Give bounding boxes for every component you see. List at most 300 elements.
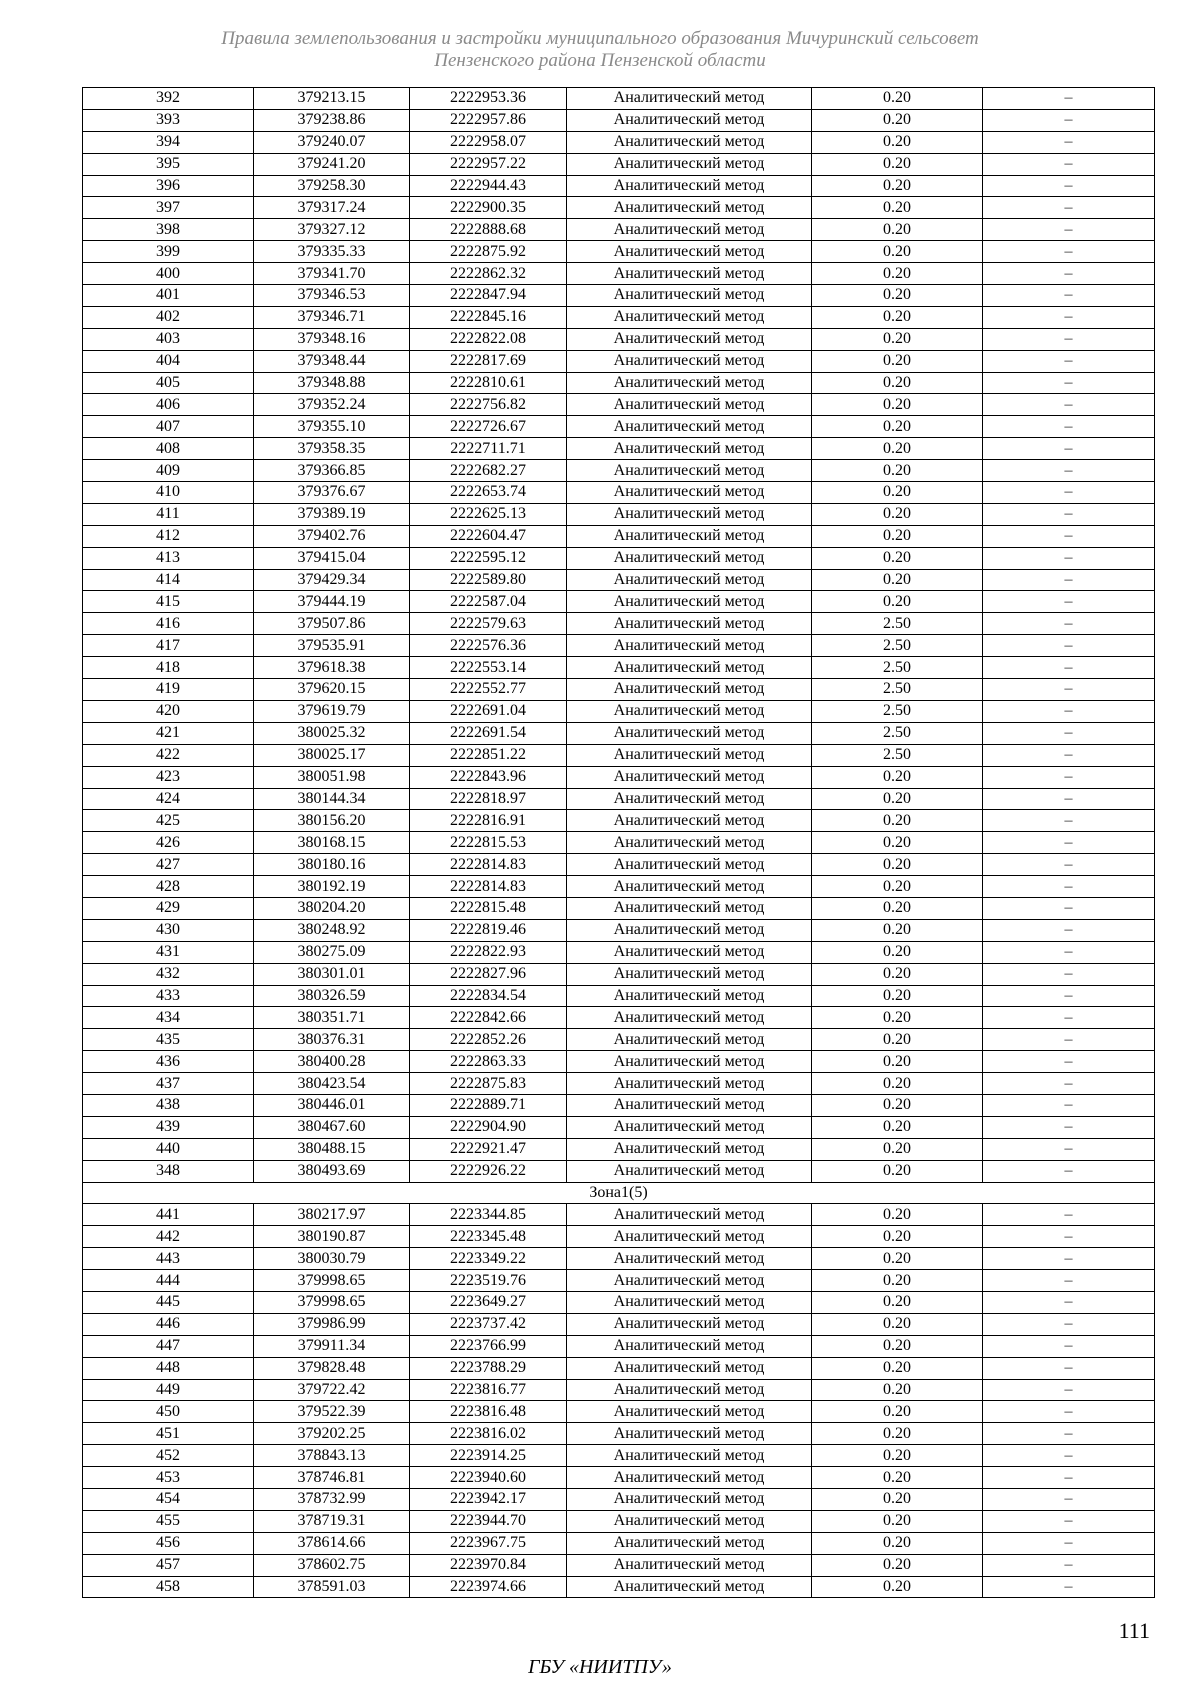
table-row [83, 241, 1155, 263]
cell-point-number: 442 [83, 1226, 254, 1248]
cell-note: – [983, 591, 1155, 613]
cell-accuracy: 0.20 [812, 941, 983, 963]
table-row [83, 679, 1155, 701]
cell-point-number: 394 [83, 131, 254, 153]
cell-x-coordinate: 380144.34 [254, 788, 410, 810]
cell-note: – [983, 1576, 1155, 1598]
cell-method: Аналитический метод [567, 1445, 812, 1467]
cell-y-coordinate: 2223519.76 [410, 1270, 567, 1292]
cell-y-coordinate: 2222875.92 [410, 241, 567, 263]
table-row [83, 1357, 1155, 1379]
cell-y-coordinate: 2222691.04 [410, 700, 567, 722]
cell-point-number: 413 [83, 547, 254, 569]
cell-method: Аналитический метод [567, 635, 812, 657]
cell-x-coordinate: 380488.15 [254, 1138, 410, 1160]
cell-method: Аналитический метод [567, 1073, 812, 1095]
cell-method: Аналитический метод [567, 788, 812, 810]
cell-x-coordinate: 380446.01 [254, 1094, 410, 1116]
table-row [83, 88, 1155, 110]
cell-point-number: 402 [83, 306, 254, 328]
table-row [83, 1073, 1155, 1095]
table-row [83, 1532, 1155, 1554]
cell-accuracy: 2.50 [812, 657, 983, 679]
cell-y-coordinate: 2223970.84 [410, 1554, 567, 1576]
cell-x-coordinate: 379348.44 [254, 350, 410, 372]
cell-accuracy: 0.20 [812, 219, 983, 241]
cell-note: – [983, 285, 1155, 307]
cell-point-number: 410 [83, 482, 254, 504]
table-row [83, 1576, 1155, 1598]
cell-y-coordinate: 2222691.54 [410, 722, 567, 744]
table-row [83, 1051, 1155, 1073]
table-row [83, 175, 1155, 197]
cell-x-coordinate: 379619.79 [254, 700, 410, 722]
cell-method: Аналитический метод [567, 285, 812, 307]
cell-point-number: 416 [83, 613, 254, 635]
cell-note: – [983, 1532, 1155, 1554]
cell-point-number: 404 [83, 350, 254, 372]
cell-method: Аналитический метод [567, 460, 812, 482]
cell-x-coordinate: 379348.16 [254, 328, 410, 350]
cell-y-coordinate: 2222889.71 [410, 1094, 567, 1116]
cell-note: – [983, 175, 1155, 197]
cell-note: – [983, 306, 1155, 328]
cell-y-coordinate: 2222819.46 [410, 919, 567, 941]
cell-note: – [983, 897, 1155, 919]
table-row [83, 1160, 1155, 1182]
cell-point-number: 406 [83, 394, 254, 416]
cell-point-number: 422 [83, 744, 254, 766]
cell-accuracy: 0.20 [812, 810, 983, 832]
cell-y-coordinate: 2223914.25 [410, 1445, 567, 1467]
table-row [83, 219, 1155, 241]
cell-y-coordinate: 2223816.48 [410, 1401, 567, 1423]
cell-accuracy: 2.50 [812, 700, 983, 722]
cell-x-coordinate: 378843.13 [254, 1445, 410, 1467]
cell-x-coordinate: 379998.65 [254, 1270, 410, 1292]
cell-method: Аналитический метод [567, 613, 812, 635]
table-row [83, 985, 1155, 1007]
cell-x-coordinate: 379241.20 [254, 153, 410, 175]
cell-point-number: 415 [83, 591, 254, 613]
cell-accuracy: 0.20 [812, 897, 983, 919]
cell-point-number: 425 [83, 810, 254, 832]
cell-x-coordinate: 380376.31 [254, 1029, 410, 1051]
table-row [83, 876, 1155, 898]
cell-accuracy: 0.20 [812, 175, 983, 197]
cell-y-coordinate: 2222756.82 [410, 394, 567, 416]
cell-method: Аналитический метод [567, 1401, 812, 1423]
cell-note: – [983, 1489, 1155, 1511]
cell-y-coordinate: 2222816.91 [410, 810, 567, 832]
table-row [83, 1226, 1155, 1248]
cell-accuracy: 0.20 [812, 416, 983, 438]
cell-method: Аналитический метод [567, 1226, 812, 1248]
cell-accuracy: 0.20 [812, 131, 983, 153]
cell-method: Аналитический метод [567, 525, 812, 547]
table-row [83, 1445, 1155, 1467]
table-row [83, 941, 1155, 963]
cell-note: – [983, 438, 1155, 460]
table-row [83, 700, 1155, 722]
cell-method: Аналитический метод [567, 153, 812, 175]
cell-point-number: 423 [83, 766, 254, 788]
cell-x-coordinate: 380467.60 [254, 1116, 410, 1138]
cell-note: – [983, 963, 1155, 985]
cell-method: Аналитический метод [567, 897, 812, 919]
cell-point-number: 439 [83, 1116, 254, 1138]
cell-accuracy: 0.20 [812, 525, 983, 547]
cell-note: – [983, 263, 1155, 285]
cell-y-coordinate: 2222958.07 [410, 131, 567, 153]
cell-note: – [983, 503, 1155, 525]
cell-point-number: 457 [83, 1554, 254, 1576]
cell-note: – [983, 722, 1155, 744]
table-row [83, 1116, 1155, 1138]
cell-y-coordinate: 2223344.85 [410, 1204, 567, 1226]
cell-point-number: 456 [83, 1532, 254, 1554]
cell-y-coordinate: 2222817.69 [410, 350, 567, 372]
cell-method: Аналитический метод [567, 700, 812, 722]
cell-accuracy: 0.20 [812, 766, 983, 788]
cell-method: Аналитический метод [567, 1248, 812, 1270]
cell-method: Аналитический метод [567, 219, 812, 241]
cell-accuracy: 0.20 [812, 1204, 983, 1226]
cell-method: Аналитический метод [567, 503, 812, 525]
cell-note: – [983, 416, 1155, 438]
cell-point-number: 393 [83, 109, 254, 131]
cell-note: – [983, 941, 1155, 963]
cell-y-coordinate: 2222711.71 [410, 438, 567, 460]
cell-accuracy: 0.20 [812, 1248, 983, 1270]
cell-x-coordinate: 379346.71 [254, 306, 410, 328]
table-row [83, 1554, 1155, 1576]
cell-method: Аналитический метод [567, 482, 812, 504]
cell-y-coordinate: 2222926.22 [410, 1160, 567, 1182]
cell-y-coordinate: 2222904.90 [410, 1116, 567, 1138]
cell-method: Аналитический метод [567, 985, 812, 1007]
cell-x-coordinate: 379317.24 [254, 197, 410, 219]
cell-y-coordinate: 2222944.43 [410, 175, 567, 197]
cell-point-number: 348 [83, 1160, 254, 1182]
cell-y-coordinate: 2223649.27 [410, 1291, 567, 1313]
cell-method: Аналитический метод [567, 1160, 812, 1182]
cell-accuracy: 0.20 [812, 460, 983, 482]
cell-y-coordinate: 2222957.22 [410, 153, 567, 175]
cell-point-number: 407 [83, 416, 254, 438]
cell-point-number: 450 [83, 1401, 254, 1423]
cell-y-coordinate: 2222589.80 [410, 569, 567, 591]
table-row [83, 832, 1155, 854]
cell-note: – [983, 635, 1155, 657]
cell-note: – [983, 460, 1155, 482]
cell-note: – [983, 1510, 1155, 1532]
cell-y-coordinate: 2222845.16 [410, 306, 567, 328]
table-row [83, 1007, 1155, 1029]
table-row [83, 350, 1155, 372]
cell-note: – [983, 1160, 1155, 1182]
cell-method: Аналитический метод [567, 569, 812, 591]
cell-y-coordinate: 2223940.60 [410, 1467, 567, 1489]
cell-y-coordinate: 2222822.08 [410, 328, 567, 350]
cell-x-coordinate: 380400.28 [254, 1051, 410, 1073]
cell-note: – [983, 810, 1155, 832]
cell-point-number: 441 [83, 1204, 254, 1226]
cell-note: – [983, 1313, 1155, 1335]
cell-x-coordinate: 379618.38 [254, 657, 410, 679]
cell-accuracy: 0.20 [812, 1532, 983, 1554]
cell-point-number: 433 [83, 985, 254, 1007]
cell-accuracy: 0.20 [812, 1094, 983, 1116]
table-row [83, 328, 1155, 350]
cell-accuracy: 0.20 [812, 1051, 983, 1073]
cell-accuracy: 0.20 [812, 569, 983, 591]
table-row [83, 503, 1155, 525]
cell-x-coordinate: 379507.86 [254, 613, 410, 635]
table-row [83, 657, 1155, 679]
cell-x-coordinate: 380351.71 [254, 1007, 410, 1029]
cell-note: – [983, 1248, 1155, 1270]
cell-note: – [983, 1291, 1155, 1313]
cell-method: Аналитический метод [567, 197, 812, 219]
cell-accuracy: 0.20 [812, 1073, 983, 1095]
cell-point-number: 447 [83, 1335, 254, 1357]
cell-x-coordinate: 379415.04 [254, 547, 410, 569]
table-row [83, 1510, 1155, 1532]
cell-note: – [983, 788, 1155, 810]
table-row [83, 1094, 1155, 1116]
cell-method: Аналитический метод [567, 1510, 812, 1532]
cell-method: Аналитический метод [567, 591, 812, 613]
cell-point-number: 421 [83, 722, 254, 744]
cell-y-coordinate: 2222953.36 [410, 88, 567, 110]
cell-point-number: 455 [83, 1510, 254, 1532]
running-header-line-2: Пензенского района Пензенской области [434, 50, 766, 71]
cell-x-coordinate: 380190.87 [254, 1226, 410, 1248]
cell-note: – [983, 1379, 1155, 1401]
cell-y-coordinate: 2223816.77 [410, 1379, 567, 1401]
table-row [83, 285, 1155, 307]
cell-note: – [983, 131, 1155, 153]
cell-x-coordinate: 379355.10 [254, 416, 410, 438]
cell-accuracy: 0.20 [812, 306, 983, 328]
cell-x-coordinate: 378614.66 [254, 1532, 410, 1554]
cell-note: – [983, 854, 1155, 876]
cell-accuracy: 2.50 [812, 635, 983, 657]
cell-note: – [983, 1554, 1155, 1576]
cell-accuracy: 0.20 [812, 394, 983, 416]
cell-x-coordinate: 379213.15 [254, 88, 410, 110]
cell-method: Аналитический метод [567, 1270, 812, 1292]
cell-y-coordinate: 2223349.22 [410, 1248, 567, 1270]
cell-x-coordinate: 379429.34 [254, 569, 410, 591]
cell-y-coordinate: 2222814.83 [410, 854, 567, 876]
table-row [83, 1489, 1155, 1511]
cell-y-coordinate: 2222815.53 [410, 832, 567, 854]
cell-x-coordinate: 379258.30 [254, 175, 410, 197]
cell-y-coordinate: 2222863.33 [410, 1051, 567, 1073]
cell-note: – [983, 1335, 1155, 1357]
cell-point-number: 409 [83, 460, 254, 482]
cell-accuracy: 0.20 [812, 788, 983, 810]
cell-point-number: 400 [83, 263, 254, 285]
cell-note: – [983, 1007, 1155, 1029]
cell-note: – [983, 241, 1155, 263]
cell-accuracy: 0.20 [812, 372, 983, 394]
cell-note: – [983, 1051, 1155, 1073]
cell-method: Аналитический метод [567, 744, 812, 766]
cell-accuracy: 0.20 [812, 985, 983, 1007]
cell-accuracy: 0.20 [812, 1007, 983, 1029]
cell-x-coordinate: 380275.09 [254, 941, 410, 963]
cell-accuracy: 0.20 [812, 832, 983, 854]
coordinates-table-body [83, 88, 1155, 1598]
cell-x-coordinate: 379335.33 [254, 241, 410, 263]
cell-point-number: 446 [83, 1313, 254, 1335]
table-row [83, 372, 1155, 394]
table-row [83, 1291, 1155, 1313]
cell-y-coordinate: 2222888.68 [410, 219, 567, 241]
table-row [83, 635, 1155, 657]
cell-x-coordinate: 379341.70 [254, 263, 410, 285]
cell-point-number: 437 [83, 1073, 254, 1095]
cell-x-coordinate: 378602.75 [254, 1554, 410, 1576]
cell-accuracy: 0.20 [812, 1029, 983, 1051]
cell-point-number: 440 [83, 1138, 254, 1160]
cell-accuracy: 0.20 [812, 1226, 983, 1248]
cell-x-coordinate: 379346.53 [254, 285, 410, 307]
table-row [83, 766, 1155, 788]
cell-method: Аналитический метод [567, 306, 812, 328]
cell-method: Аналитический метод [567, 766, 812, 788]
cell-note: – [983, 700, 1155, 722]
cell-x-coordinate: 380030.79 [254, 1248, 410, 1270]
table-row [83, 1248, 1155, 1270]
cell-accuracy: 2.50 [812, 722, 983, 744]
cell-x-coordinate: 380180.16 [254, 854, 410, 876]
cell-point-number: 449 [83, 1379, 254, 1401]
table-row [83, 897, 1155, 919]
cell-note: – [983, 1073, 1155, 1095]
cell-point-number: 436 [83, 1051, 254, 1073]
cell-method: Аналитический метод [567, 1029, 812, 1051]
cell-note: – [983, 197, 1155, 219]
cell-x-coordinate: 379986.99 [254, 1313, 410, 1335]
cell-y-coordinate: 2222587.04 [410, 591, 567, 613]
cell-accuracy: 0.20 [812, 328, 983, 350]
table-row [83, 919, 1155, 941]
cell-note: – [983, 482, 1155, 504]
cell-y-coordinate: 2222726.67 [410, 416, 567, 438]
cell-point-number: 448 [83, 1357, 254, 1379]
cell-note: – [983, 153, 1155, 175]
cell-point-number: 408 [83, 438, 254, 460]
table-row [83, 1204, 1155, 1226]
running-header [0, 28, 1200, 72]
table-row [83, 1467, 1155, 1489]
coordinates-table [82, 87, 1155, 1598]
table-row [83, 569, 1155, 591]
cell-point-number: 395 [83, 153, 254, 175]
cell-y-coordinate: 2223766.99 [410, 1335, 567, 1357]
cell-x-coordinate: 379620.15 [254, 679, 410, 701]
cell-note: – [983, 1445, 1155, 1467]
cell-accuracy: 0.20 [812, 153, 983, 175]
cell-x-coordinate: 380051.98 [254, 766, 410, 788]
cell-note: – [983, 1204, 1155, 1226]
cell-point-number: 430 [83, 919, 254, 941]
table-row [83, 1029, 1155, 1051]
cell-point-number: 403 [83, 328, 254, 350]
cell-method: Аналитический метод [567, 438, 812, 460]
cell-note: – [983, 109, 1155, 131]
cell-x-coordinate: 378732.99 [254, 1489, 410, 1511]
cell-y-coordinate: 2223944.70 [410, 1510, 567, 1532]
cell-y-coordinate: 2222921.47 [410, 1138, 567, 1160]
table-row [83, 963, 1155, 985]
table-row [83, 854, 1155, 876]
cell-point-number: 411 [83, 503, 254, 525]
cell-x-coordinate: 379998.65 [254, 1291, 410, 1313]
cell-method: Аналитический метод [567, 1313, 812, 1335]
cell-y-coordinate: 2223967.75 [410, 1532, 567, 1554]
cell-x-coordinate: 379911.34 [254, 1335, 410, 1357]
cell-note: – [983, 350, 1155, 372]
cell-x-coordinate: 380192.19 [254, 876, 410, 898]
table-row [83, 1313, 1155, 1335]
cell-method: Аналитический метод [567, 963, 812, 985]
cell-point-number: 443 [83, 1248, 254, 1270]
cell-point-number: 399 [83, 241, 254, 263]
cell-x-coordinate: 379366.85 [254, 460, 410, 482]
cell-point-number: 401 [83, 285, 254, 307]
cell-x-coordinate: 379240.07 [254, 131, 410, 153]
cell-method: Аналитический метод [567, 1204, 812, 1226]
cell-accuracy: 2.50 [812, 679, 983, 701]
cell-accuracy: 0.20 [812, 1445, 983, 1467]
cell-method: Аналитический метод [567, 1007, 812, 1029]
cell-x-coordinate: 380156.20 [254, 810, 410, 832]
cell-method: Аналитический метод [567, 941, 812, 963]
cell-method: Аналитический метод [567, 1291, 812, 1313]
cell-accuracy: 0.20 [812, 854, 983, 876]
cell-y-coordinate: 2222818.97 [410, 788, 567, 810]
cell-method: Аналитический метод [567, 394, 812, 416]
cell-y-coordinate: 2222900.35 [410, 197, 567, 219]
table-row [83, 1379, 1155, 1401]
cell-y-coordinate: 2222847.94 [410, 285, 567, 307]
zone-label: Зона1(5) [83, 1182, 1155, 1204]
cell-accuracy: 0.20 [812, 1270, 983, 1292]
cell-accuracy: 0.20 [812, 350, 983, 372]
cell-point-number: 420 [83, 700, 254, 722]
cell-accuracy: 0.20 [812, 1467, 983, 1489]
table-row [83, 810, 1155, 832]
cell-accuracy: 0.20 [812, 1510, 983, 1532]
cell-method: Аналитический метод [567, 1335, 812, 1357]
cell-x-coordinate: 380493.69 [254, 1160, 410, 1182]
cell-note: – [983, 679, 1155, 701]
cell-note: – [983, 219, 1155, 241]
cell-method: Аналитический метод [567, 832, 812, 854]
cell-x-coordinate: 380217.97 [254, 1204, 410, 1226]
cell-method: Аналитический метод [567, 131, 812, 153]
cell-y-coordinate: 2222822.93 [410, 941, 567, 963]
cell-method: Аналитический метод [567, 1094, 812, 1116]
cell-point-number: 432 [83, 963, 254, 985]
cell-point-number: 419 [83, 679, 254, 701]
cell-y-coordinate: 2222576.36 [410, 635, 567, 657]
